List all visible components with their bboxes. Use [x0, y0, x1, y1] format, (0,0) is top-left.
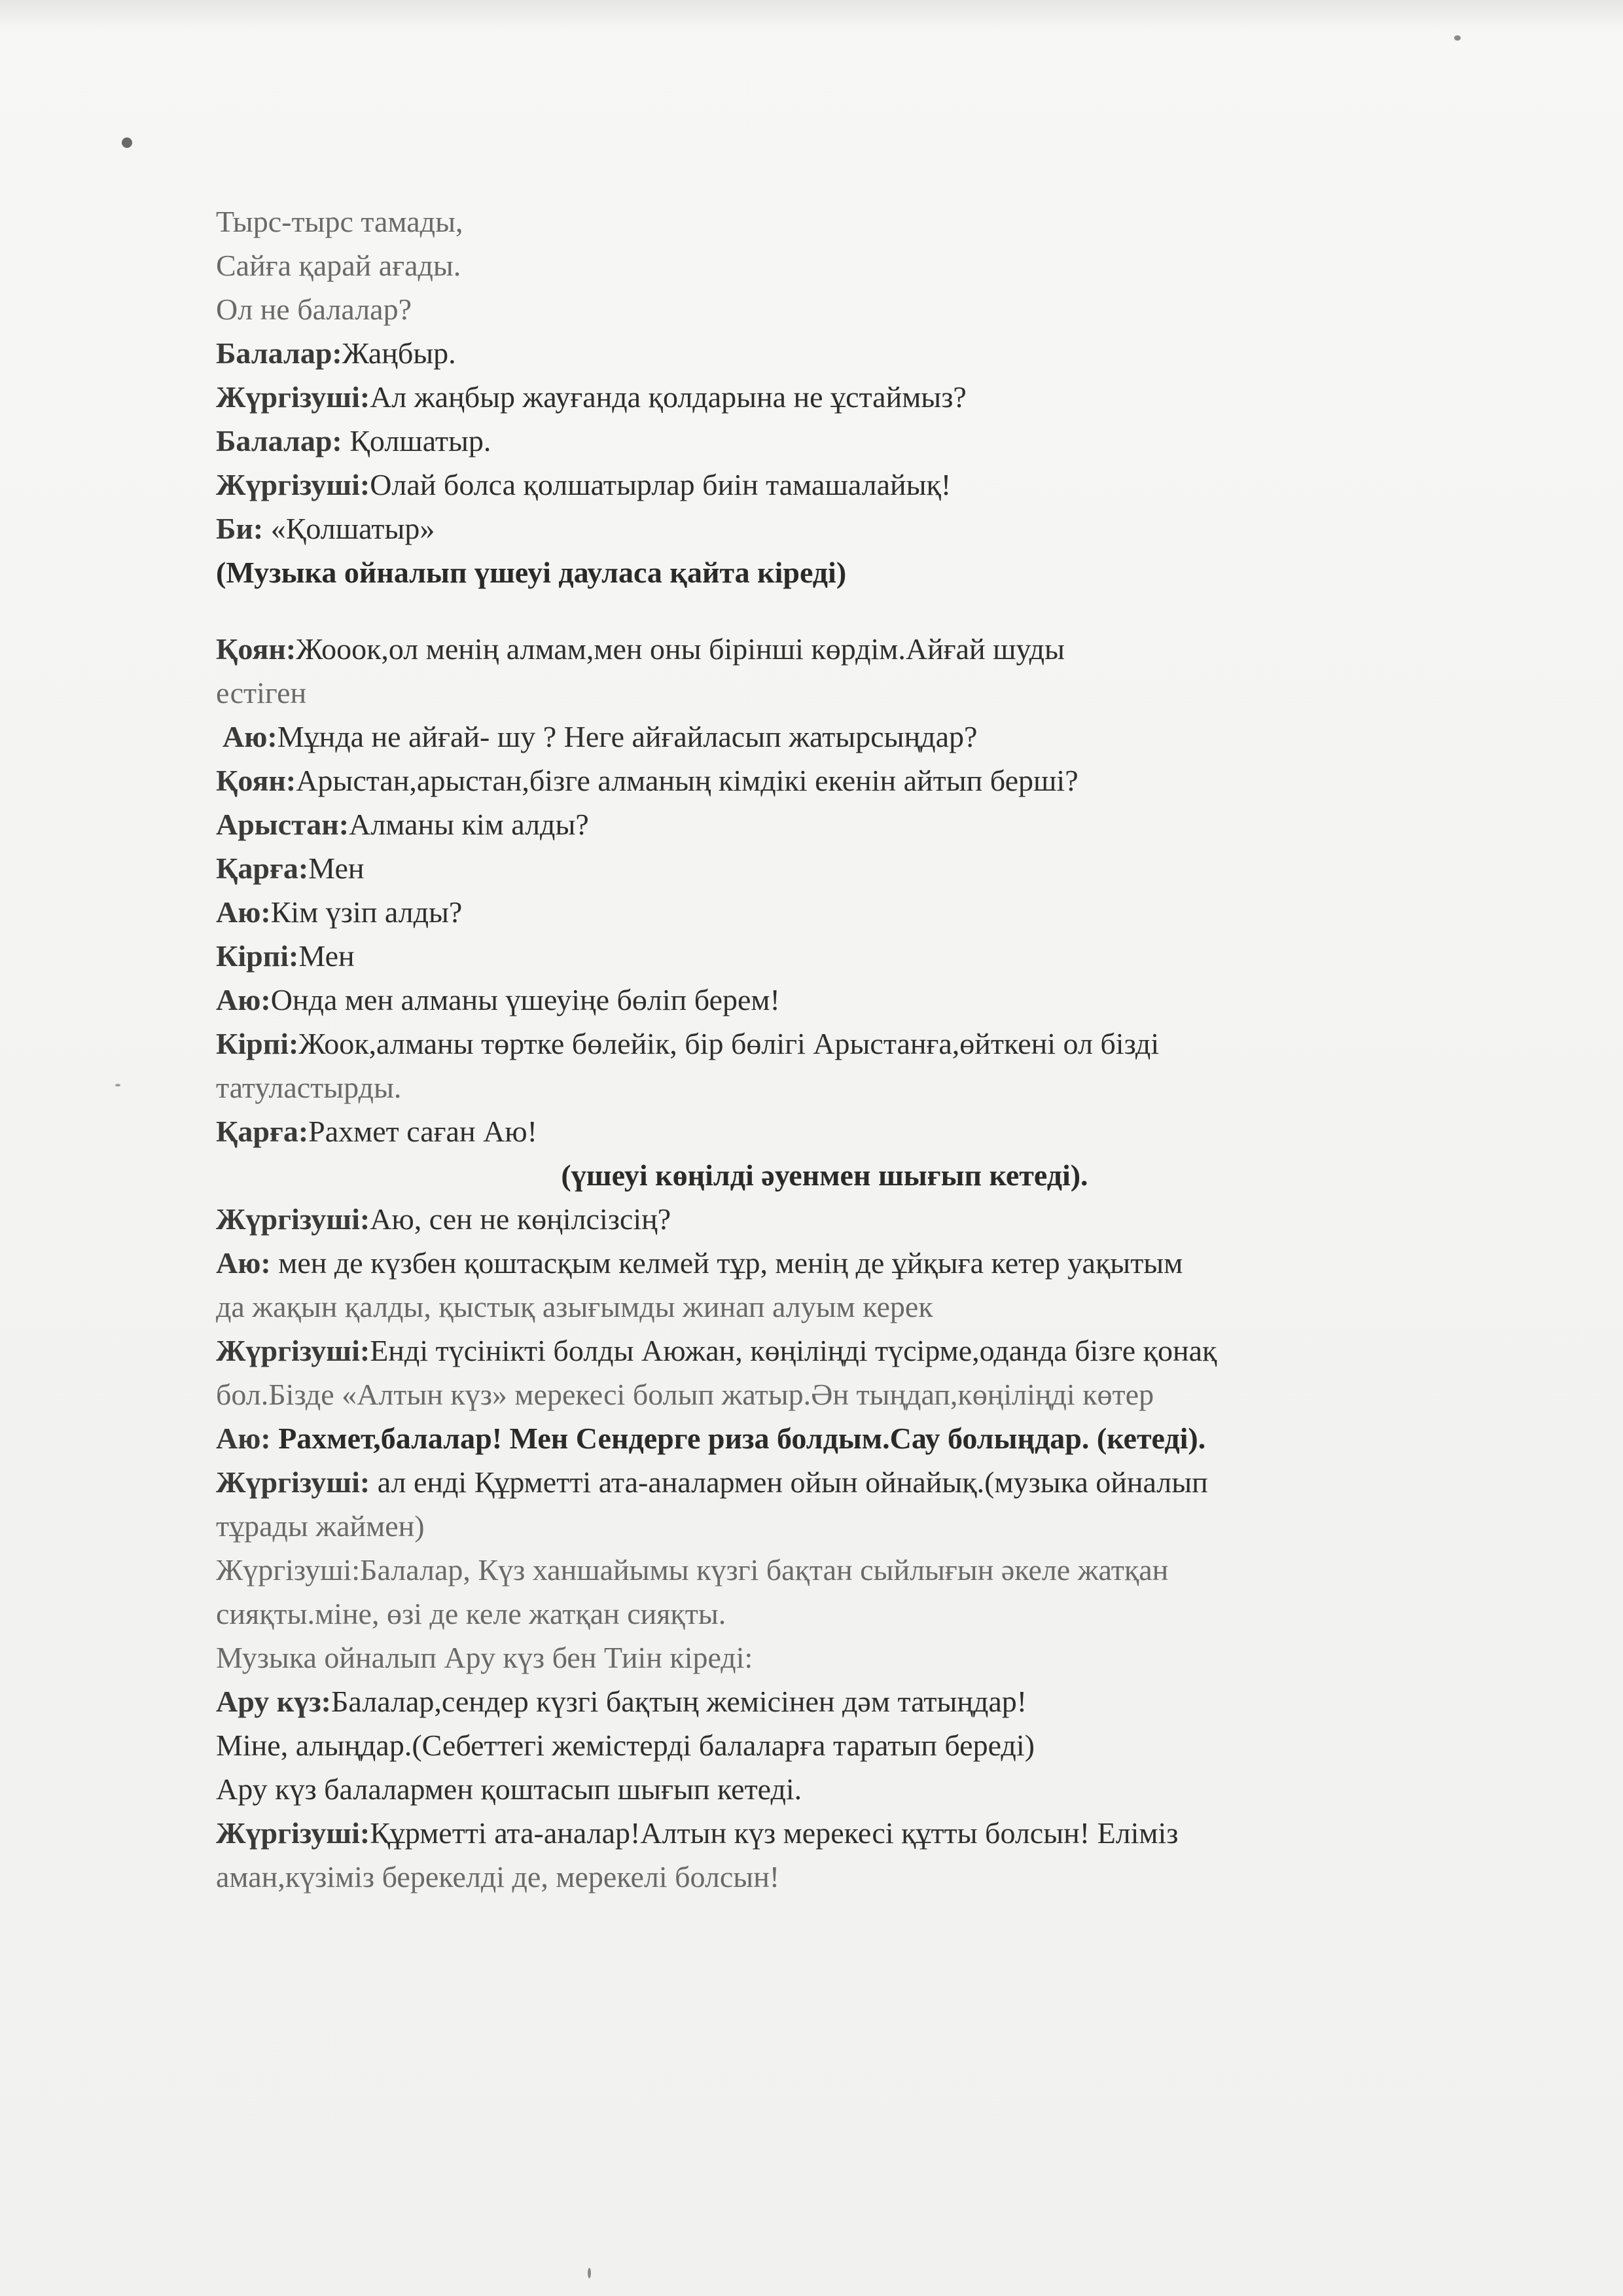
document-body — [216, 200, 1512, 1899]
dialogue-line: Кірпі:Мен — [216, 939, 355, 973]
speaker-name: Аю: — [216, 895, 271, 929]
speaker-name: Қарға: — [216, 852, 309, 885]
speaker-name: Аю: — [216, 983, 271, 1016]
dialogue-continuation: Міне, алыңдар.(Себеттегі жемістерді балаларға таратып береді) — [216, 1729, 1035, 1762]
dialogue-continuation: татуластырды. — [216, 1071, 402, 1104]
poem-line: Сайға қарай ағады. — [216, 249, 461, 282]
speaker-name: Жүргізуші: — [216, 1465, 370, 1499]
speaker-name: Балалар: — [216, 424, 342, 457]
speaker-name: Кірпі: — [216, 939, 299, 973]
paragraph-gap — [216, 594, 1512, 627]
scan-speck — [115, 1084, 120, 1086]
poem-line: Ол не балалар? — [216, 293, 412, 326]
dialogue-line: Арыстан:Алманы кім алды? — [216, 808, 589, 841]
speaker-name: Кірпі: — [216, 1027, 299, 1060]
speaker-name: Арыстан: — [216, 808, 349, 841]
dialogue-line: Балалар:Жаңбыр. — [216, 336, 456, 370]
speaker-name: Жүргізуші: — [216, 380, 370, 414]
dialogue-line: Жүргізуші:Аю, сен не көңілсізсің? — [216, 1202, 671, 1236]
dialogue-line: Қоян:Арыстан,арыстан,бізге алманың кімдікі екенін айтып берші? — [216, 764, 1079, 797]
speaker-name: Аю: — [216, 1422, 271, 1455]
narration-line: Жүргізуші:Балалар, Күз ханшайымы күзгі бақтан сыйлығын әкеле жатқан — [216, 1553, 1169, 1587]
dialogue-line: Қарға:Мен — [216, 852, 365, 885]
speaker-name: Қарға: — [216, 1115, 309, 1148]
dialogue-continuation: сияқты.міне, өзі де келе жатқан сияқты. — [216, 1597, 726, 1630]
dialogue-line: Қарға:Рахмет саған Аю! — [216, 1115, 537, 1148]
dialogue-line: Жүргізуші:Олай болса қолшатырлар биін тамашалайық! — [216, 468, 952, 501]
stage-direction: Музыка ойналып Ару күз бен Тиін кіреді: — [216, 1641, 753, 1674]
speaker-name: Қоян: — [216, 632, 296, 666]
stage-direction: (Музыка ойналып үшеуі дауласа қайта кіреді) — [216, 556, 847, 589]
speaker-name: Жүргізуші: — [216, 1816, 370, 1850]
speaker-name: Жүргізуші: — [216, 1334, 370, 1367]
scan-speck — [1454, 35, 1461, 41]
dialogue-line: Аю: Рахмет,балалар! Мен Сендерге риза болдым.Сау болыңдар. (кетеді). — [216, 1422, 1206, 1455]
dialogue-line: Аю:Кім үзіп алды? — [216, 895, 463, 929]
speaker-name: Ару күз: — [216, 1685, 332, 1718]
dialogue-line: Балалар: Қолшатыр. — [216, 424, 491, 457]
speaker-name: Жүргізуші: — [216, 468, 370, 501]
scan-speck — [122, 137, 132, 148]
poem-line: Тырс-тырс тамады, — [216, 205, 463, 238]
speaker-name: Аю: — [216, 1246, 271, 1280]
dialogue-line: Кірпі:Жоок,алманы төртке бөлейік, бір бөлігі Арыстанға,өйткені ол бізді — [216, 1027, 1160, 1060]
dialogue-line: Аю: мен де күзбен қоштасқым келмей тұр, менің де ұйқыға кетер уақытым — [216, 1246, 1183, 1280]
dialogue-line: Жүргізуші:Құрметті ата-аналар!Алтын күз мерекесі құтты болсын! Еліміз — [216, 1816, 1179, 1850]
dialogue-line: Аю:Онда мен алманы үшеуіңе бөліп берем! — [216, 983, 780, 1016]
speaker-name: Жүргізуші: — [216, 1202, 370, 1236]
dialogue-continuation: да жақын қалды, қыстық азығымды жинап алуым керек — [216, 1290, 933, 1323]
dialogue-line: Би: «Қолшатыр» — [216, 512, 435, 545]
dialogue-line: Ару күз:Балалар,сендер күзгі бақтың жемісінен дәм татыңдар! — [216, 1685, 1027, 1718]
stage-direction: Ару күз балалармен қоштасып шығып кетеді. — [216, 1772, 802, 1806]
stage-direction: (үшеуі көңілді әуенмен шығып кетеді). — [561, 1158, 1088, 1192]
speaker-name: Би: — [216, 512, 264, 545]
dialogue-line: Қоян:Жооок,ол менің алмам,мен оны бірінші көрдім.Айғай шуды — [216, 632, 1065, 666]
dialogue-continuation: тұрады жаймен) — [216, 1509, 425, 1543]
dialogue-line: Аю:Мұнда не айғай- шу ? Неге айғайласып жатырсыңдар? — [223, 720, 978, 753]
speaker-name: Балалар: — [216, 336, 342, 370]
dialogue-continuation: бол.Бізде «Алтын күз» мерекесі болып жатыр.Ән тыңдап,көңіліңді көтер — [216, 1378, 1154, 1411]
dialogue-continuation: естіген — [216, 676, 307, 709]
dialogue-continuation: аман,күзіміз берекелді де, мерекелі болсын! — [216, 1860, 780, 1893]
speaker-name: Аю: — [223, 720, 277, 753]
dialogue-line: Жүргізуші:Ал жаңбыр жауғанда қолдарына не ұстаймыз? — [216, 380, 967, 414]
speaker-name: Қоян: — [216, 764, 296, 797]
dialogue-line: Жүргізуші:Енді түсінікті болды Аюжан, көңіліңді түсірме,оданда бізге қонақ — [216, 1334, 1217, 1367]
scan-speck — [588, 2268, 591, 2278]
scan-top-shadow — [0, 0, 1623, 33]
dialogue-line: Жүргізуші: ал енді Құрметті ата-аналармен ойын ойнайық.(музыка ойналып — [216, 1465, 1208, 1499]
